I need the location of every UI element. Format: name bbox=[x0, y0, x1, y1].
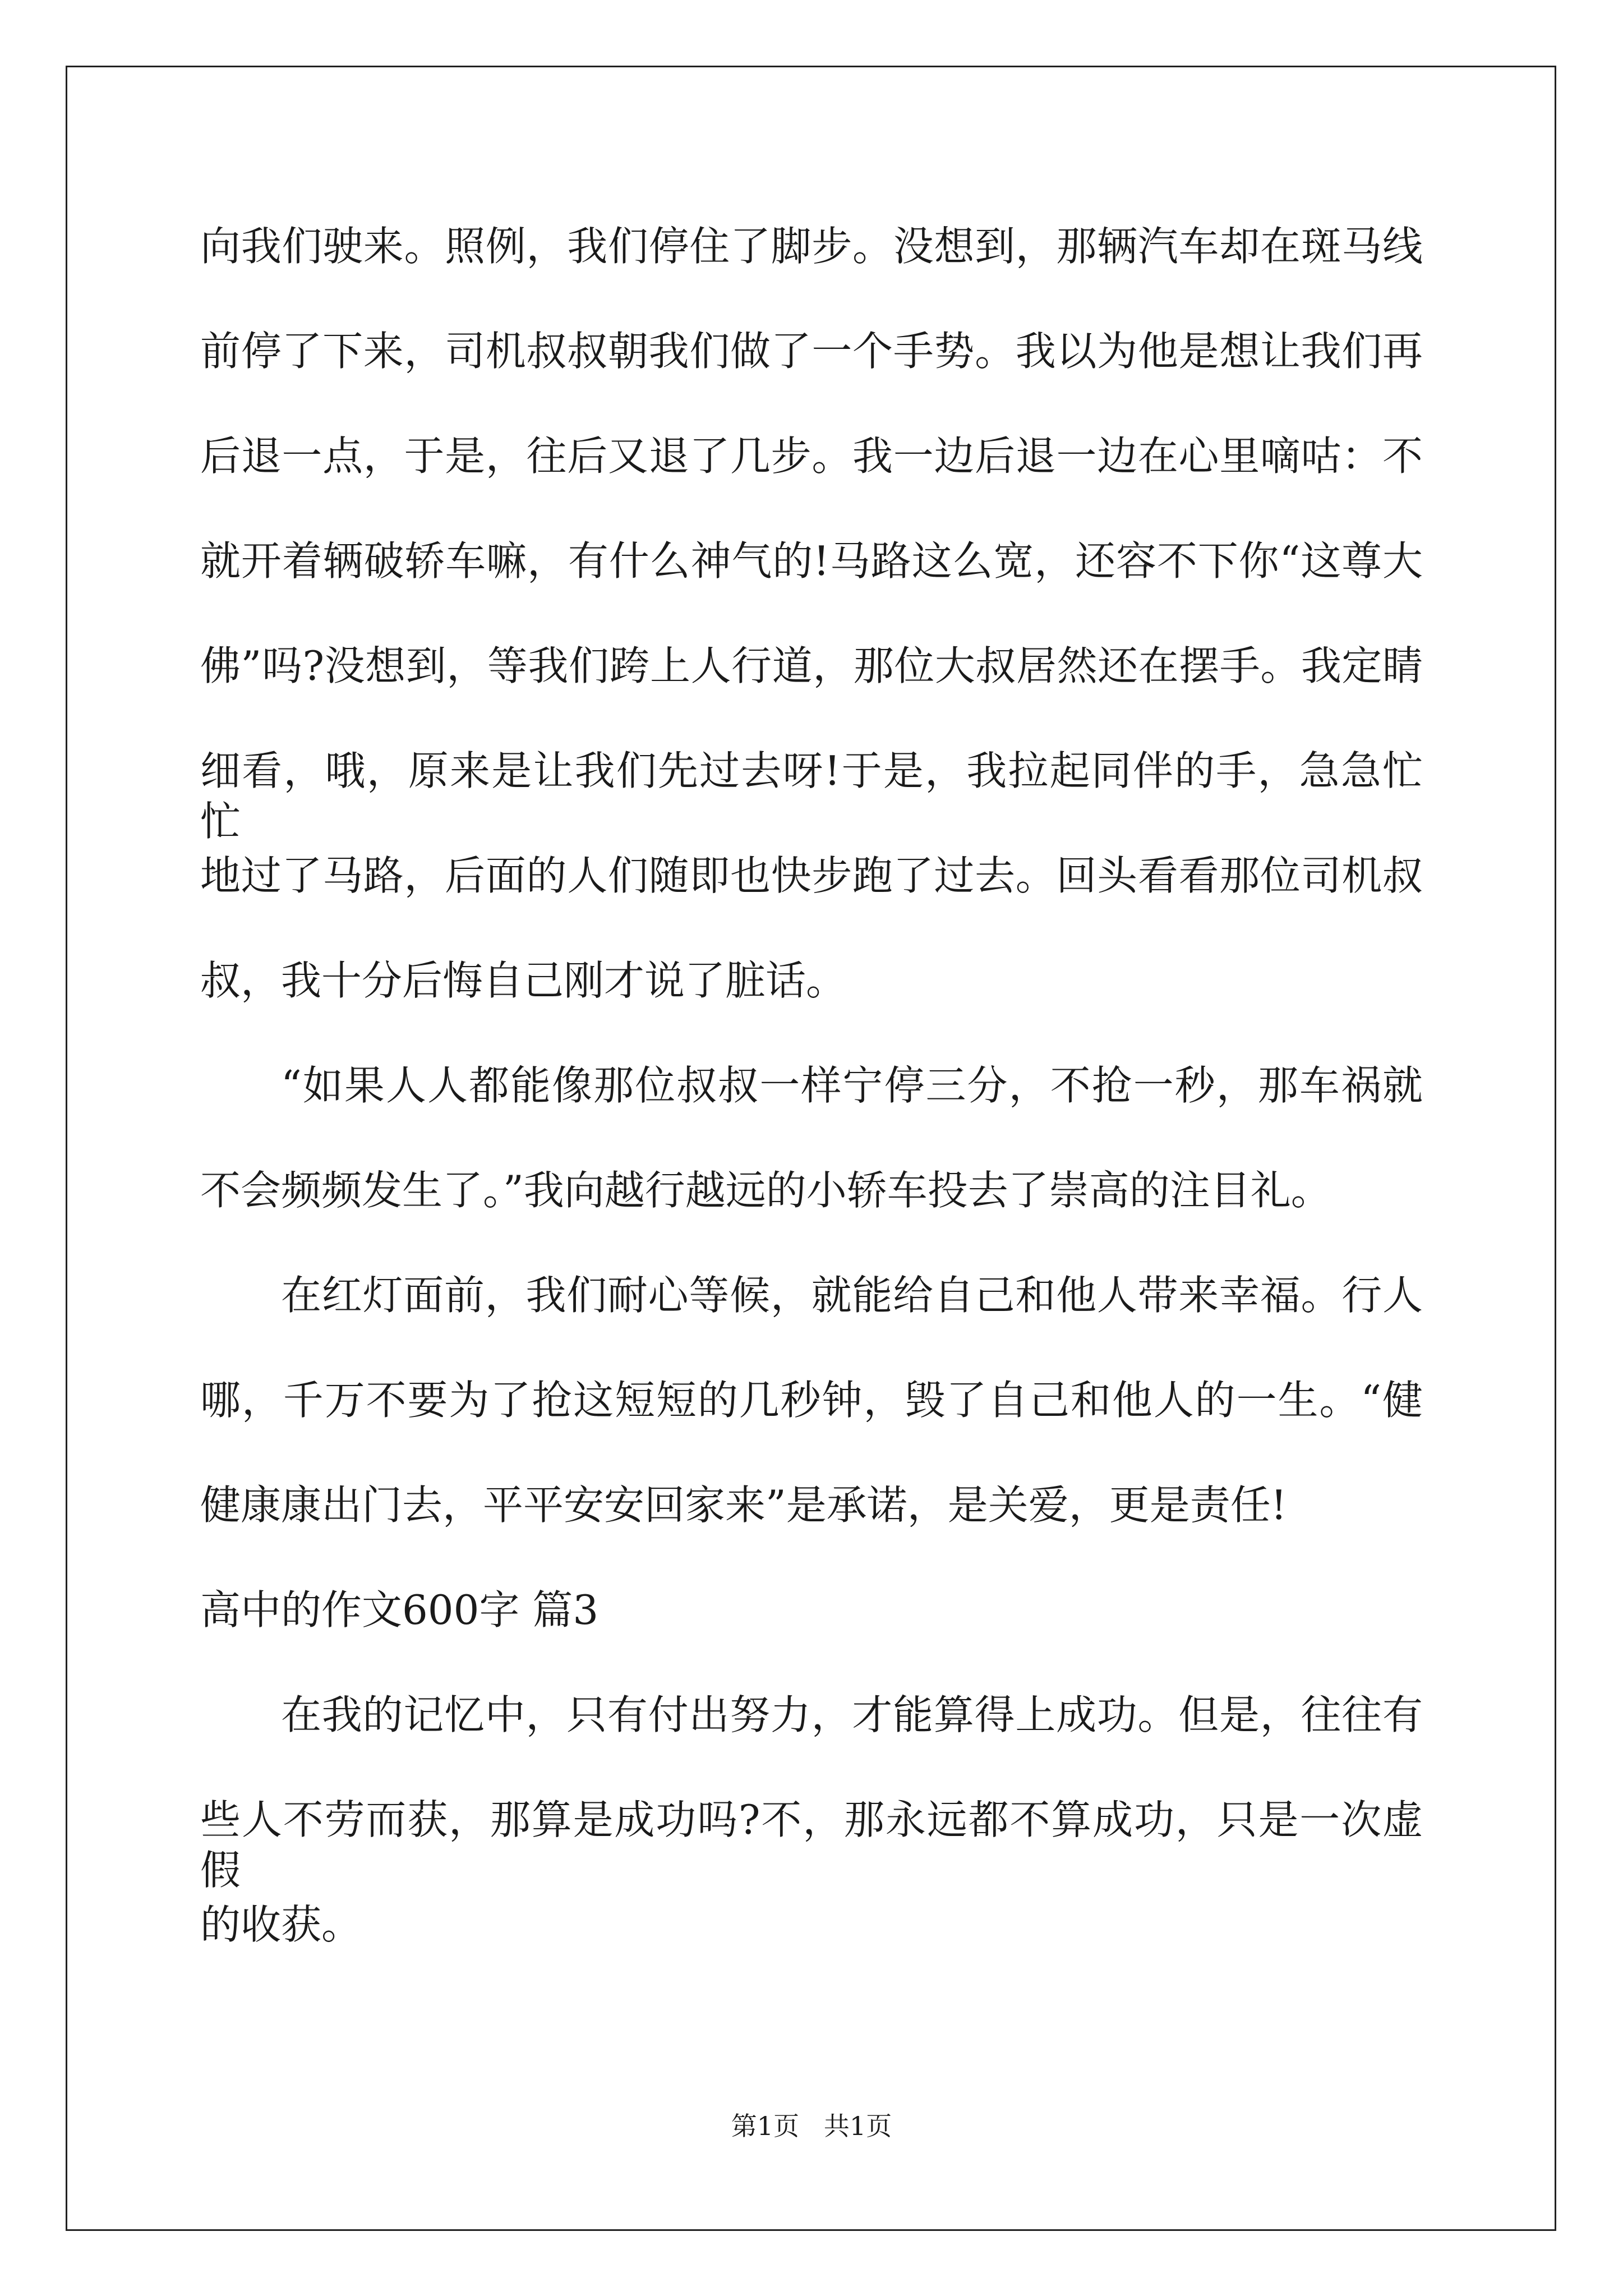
paragraph-line: 哪，千万不要为了抢这短短的几秒钟，毁了自己和他人的一生。“健 bbox=[200, 1377, 1423, 1424]
paragraph-line: 的收获。 bbox=[200, 1901, 362, 1948]
paragraph-line: 不会频频发生了。”我向越行越远的小轿车投去了崇高的注目礼。 bbox=[200, 1167, 1331, 1214]
paragraph-line: 在我的记忆中，只有付出努力，才能算得上成功。但是，往往有 bbox=[281, 1691, 1423, 1738]
paragraph-line: 就开着辆破轿车嘛，有什么神气的!马路这么宽，还容不下你“这尊大 bbox=[200, 537, 1423, 585]
page-footer: 第1页 共1页 bbox=[731, 2111, 892, 2141]
paragraph-line: 佛”吗?没想到，等我们跨上人行道，那位大叔居然还在摆手。我定睛 bbox=[200, 642, 1423, 689]
section-heading: 高中的作文600字 篇3 bbox=[200, 1586, 599, 1634]
paragraph-line: 在红灯面前，我们耐心等候，就能给自己和他人带来幸福。行人 bbox=[281, 1272, 1423, 1319]
paragraph-line: 地过了马路，后面的人们随即也快步跑了过去。回头看看那位司机叔 bbox=[200, 852, 1423, 899]
paragraph-line: 后退一点，于是，往后又退了几步。我一边后退一边在心里嘀咕：不 bbox=[200, 432, 1423, 480]
paragraph-line: 前停了下来，司机叔叔朝我们做了一个手势。我以为他是想让我们再 bbox=[200, 328, 1423, 375]
paragraph-line: 向我们驶来。照例，我们停住了脚步。没想到，那辆汽车却在斑马线 bbox=[200, 223, 1423, 270]
paragraph-line: 些人不劳而获，那算是成功吗?不，那永远都不算成功，只是一次虚假 bbox=[200, 1796, 1423, 1894]
paragraph-line: 细看，哦，原来是让我们先过去呀!于是，我拉起同伴的手，急急忙忙 bbox=[200, 747, 1423, 845]
paragraph-line: “如果人人都能像那位叔叔一样宁停三分，不抢一秒，那车祸就 bbox=[281, 1062, 1423, 1109]
paragraph-line: 健康康出门去，平平安安回家来”是承诺，是关爱，更是责任! bbox=[200, 1481, 1287, 1529]
paragraph-line: 叔，我十分后悔自己刚才说了脏话。 bbox=[200, 957, 847, 1004]
